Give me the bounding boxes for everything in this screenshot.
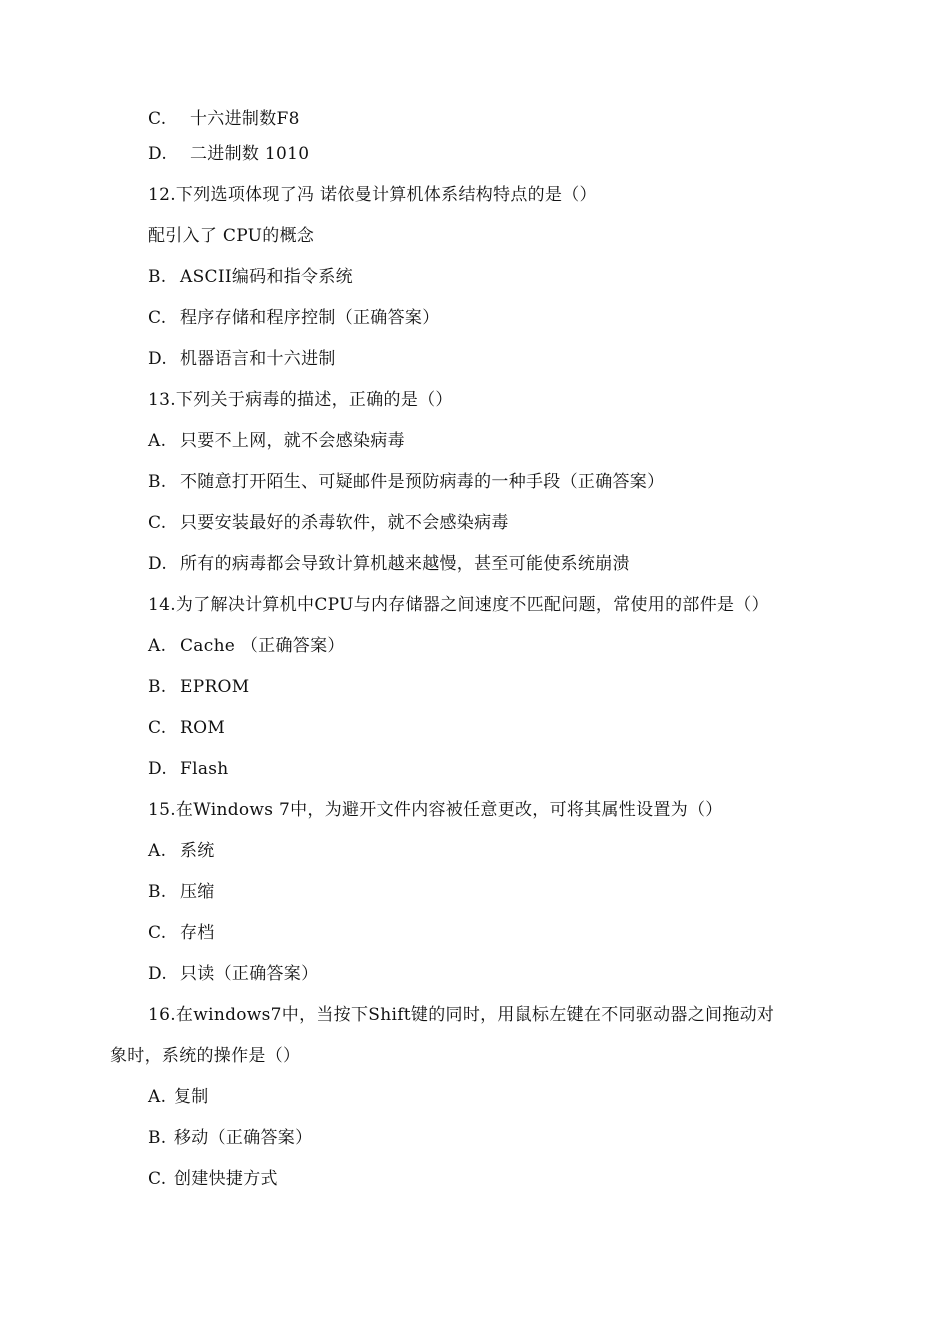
option-text: 创建快捷方式 [174, 1169, 278, 1189]
option-line [148, 430, 405, 452]
option-label: B. [148, 472, 167, 492]
question-line [148, 1004, 774, 1026]
option-line [148, 348, 336, 370]
option-line [148, 676, 250, 698]
option-text: 十六进制数F8 [190, 109, 300, 129]
option-line [148, 758, 229, 780]
option-text: 不随意打开陌生、可疑邮件是预防病毒的一种手段（正确答案） [180, 472, 665, 492]
option-line [148, 512, 509, 534]
question-line [148, 594, 769, 616]
option-text: 压缩 [180, 882, 215, 902]
option-text: 所有的病毒都会导致计算机越来越慢，甚至可能使系统崩溃 [180, 554, 630, 574]
option-line [148, 553, 630, 575]
option-label: C. [148, 718, 167, 738]
question-text: 12.下列选项体现了冯 诺依曼计算机体系结构特点的是（） [148, 185, 597, 205]
question-text: 16.在windows7中，当按下Shift键的同时，用鼠标左键在不同驱动器之间拖动对 [148, 1005, 775, 1025]
option-label: B. [148, 267, 167, 287]
option-line [148, 266, 353, 288]
option-text: 移动（正确答案） [174, 1128, 313, 1148]
option-label: C. [148, 1169, 167, 1189]
option-text: 存档 [180, 923, 215, 943]
option-line [148, 922, 215, 944]
question-line [148, 184, 597, 206]
option-label: D. [148, 759, 168, 779]
option-label: A. [148, 636, 167, 656]
option-label: B. [148, 882, 167, 902]
option-line [148, 717, 225, 739]
option-line [148, 1168, 278, 1190]
option-line [148, 635, 345, 657]
option-text: Cache （正确答案） [180, 636, 345, 656]
option-text: 系统 [180, 841, 215, 861]
option-label: C. [148, 513, 167, 533]
option-label: D. [148, 554, 168, 574]
question-text: 象时，系统的操作是（） [110, 1046, 301, 1066]
option-text: 只要安装最好的杀毒软件，就不会感染病毒 [180, 513, 509, 533]
option-label: C. [148, 923, 167, 943]
option-text: 程序存储和程序控制（正确答案） [180, 308, 440, 328]
option-label: D. [148, 349, 168, 369]
option-label: C. [148, 308, 167, 328]
option-text: Flash [180, 759, 229, 779]
option-label: D. [148, 144, 168, 164]
question-line [148, 799, 723, 821]
option-line [148, 471, 664, 493]
option-label: B. [148, 677, 167, 697]
option-label: A. [148, 1087, 167, 1107]
option-text: 复制 [174, 1087, 209, 1107]
question-text: 14.为了解决计算机中CPU与内存储器之间速度不匹配问题，常使用的部件是（） [148, 595, 769, 615]
option-line [148, 963, 318, 985]
option-text: 只要不上网，就不会感染病毒 [180, 431, 405, 451]
question-text: 15.在Windows 7中，为避开文件内容被任意更改，可将其属性设置为（） [148, 800, 723, 820]
option-line [148, 881, 215, 903]
option-line [148, 108, 300, 130]
option-text: ASCII编码和指令系统 [180, 267, 353, 287]
option-line [148, 1127, 312, 1149]
option-label: B. [148, 1128, 167, 1148]
question-text: 13.下列关于病毒的描述，正确的是（） [148, 390, 453, 410]
option-line [148, 143, 309, 165]
option-line [148, 1086, 209, 1108]
option-label: A. [148, 431, 167, 451]
option-text: EPROM [180, 677, 250, 697]
option-label: D. [148, 964, 168, 984]
option-label: A. [148, 841, 167, 861]
option-text: 二进制数 1010 [190, 144, 310, 164]
option-text: 配引入了 CPU的概念 [148, 226, 315, 246]
option-text: 只读（正确答案） [180, 964, 319, 984]
option-label: C. [148, 109, 167, 129]
option-text: 机器语言和十六进制 [180, 349, 336, 369]
option-line [148, 307, 440, 329]
option-text: ROM [180, 718, 226, 738]
question-line [148, 389, 453, 411]
option-line [148, 225, 314, 247]
question-line-continued [110, 1045, 300, 1067]
option-line [148, 840, 215, 862]
